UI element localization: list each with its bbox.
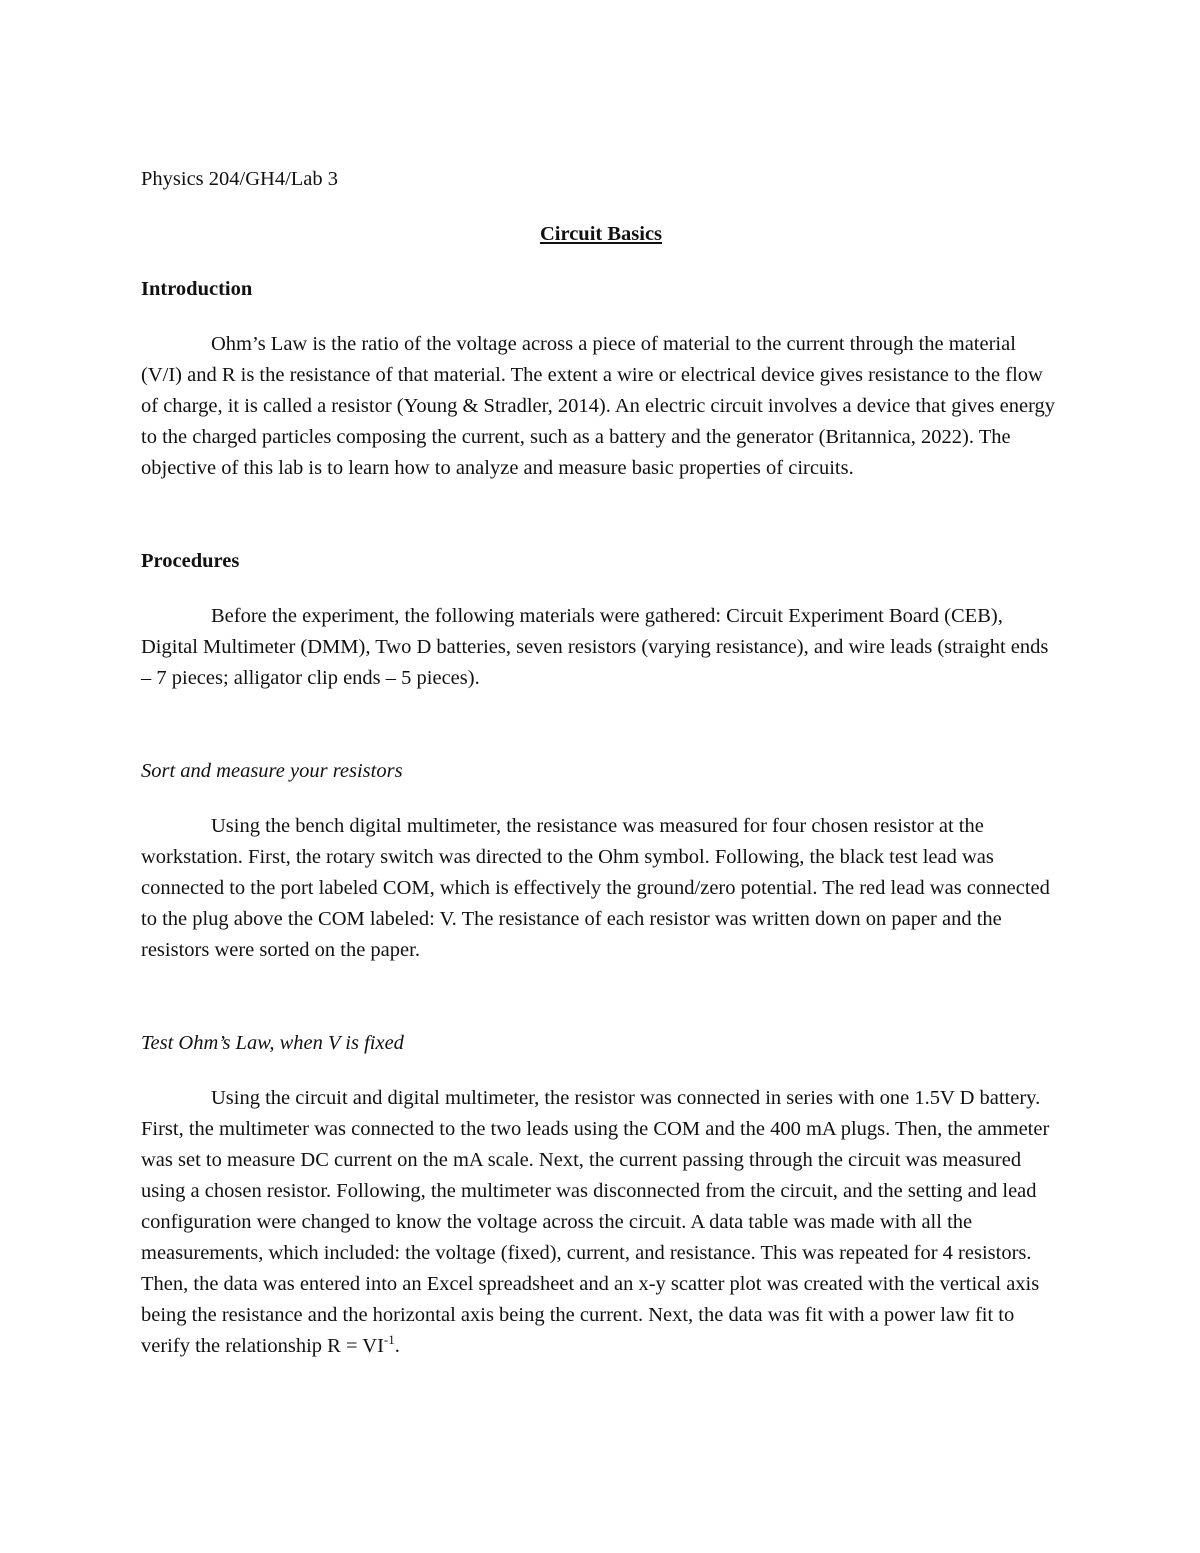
spacer: [141, 694, 1061, 756]
subsection-heading-test-ohms-law: Test Ohm’s Law, when V is fixed: [141, 1032, 404, 1054]
test-ohms-law-paragraph: [141, 1083, 1061, 1362]
document-body: [141, 164, 1061, 1362]
sentence-end: .: [394, 1335, 400, 1357]
exponent: -1: [383, 1332, 395, 1348]
procedures-paragraph: Before the experiment, the following materials were gathered: Circuit Experiment Board (CEB), Digital Multimeter (DMM), Two D batteries, seven resistors (varying resistance), and wire leads (straight ends – 7 pieces; alligator clip ends – 5 pieces).: [141, 605, 1049, 689]
subsection-heading-sort-measure: Sort and measure your resistors: [141, 760, 403, 782]
spacer: [141, 484, 1061, 546]
sort-measure-paragraph: Using the bench digital multimeter, the resistance was measured for four chosen resistor at the workstation. First, the rotary switch was directed to the Ohm symbol. Following, the black test lead was connected to the port labeled COM, which is effectively the ground/zero potential. The red lead was connected to the plug above the COM labeled: V. The resistance of each resistor was written down on paper and the resistors were sorted on the paper.: [141, 815, 1050, 961]
section-heading-introduction: Introduction: [141, 278, 253, 300]
section-heading-procedures: Procedures: [141, 550, 240, 572]
introduction-paragraph: Ohm’s Law is the ratio of the voltage across a piece of material to the current through the material (V/I) and R is the resistance of that material. The extent a wire or electrical device gives resistance to the flow of charge, it is called a resistor (Young & Stradler, 2014). An electric circuit involves a device that gives energy to the charged particles composing the current, such as a battery and the generator (Britannica, 2022). The objective of this lab is to learn how to analyze and measure basic properties of circuits.: [141, 333, 1056, 479]
course-label: Physics 204/GH4/Lab 3: [141, 168, 339, 190]
spacer: [141, 966, 1061, 1028]
test-ohms-law-text: Using the circuit and digital multimeter, the resistor was connected in series with one 1.5V D battery. First, the multimeter was connected to the two leads using the COM and the 400 mA plugs. Then, the ammeter was set to measure DC current on the mA scale. Next, the current passing through the circuit was measured using a chosen resistor. Following, the multimeter was disconnected from the circuit, and the setting and lead configuration were changed to know the voltage across the circuit. A data table was made with all the measurements, which included: the voltage (fixed), current, and resistance. This was repeated for 4 resistors. Then, the data was entered into an Excel spreadsheet and an x-y scatter plot was created with the vertical axis being the resistance and the horizontal axis being the current. Next, the data was fit with a power law fit to verify the relationship R = VI: [141, 1087, 1050, 1357]
document-title: Circuit Basics: [539, 223, 663, 245]
